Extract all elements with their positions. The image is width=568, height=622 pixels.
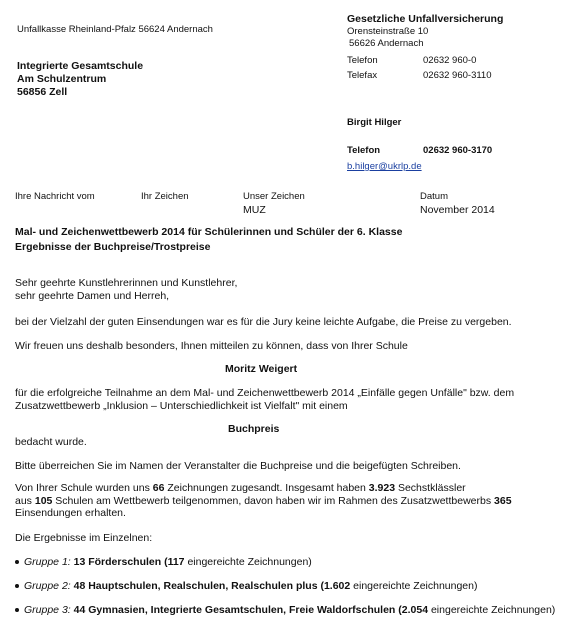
total-schools: 105 xyxy=(34,495,53,507)
paragraph-3-line-2: Zusatzwettbewerb „Inklusion – Unterschiedlichkeit ist Vielfalt" mit einem xyxy=(15,400,348,412)
org-street: Orensteinstraße 10 xyxy=(347,26,429,37)
list-item xyxy=(15,580,478,592)
prize-name: Buchpreis xyxy=(228,423,280,435)
bullet-icon xyxy=(15,560,19,564)
your-message-label: Ihre Nachricht vom xyxy=(15,191,95,202)
group-rest: eingereichte Zeichnungen) xyxy=(184,556,312,568)
paragraph-4: bedacht wurde. xyxy=(15,436,87,448)
contact-phone-label: Telefon xyxy=(347,145,381,156)
list-item xyxy=(15,556,312,568)
group-label: Gruppe 3: xyxy=(24,604,74,616)
group-name: Förderschulen ( xyxy=(85,556,168,568)
group-count: 13 xyxy=(73,556,86,568)
your-ref-label: Ihr Zeichen xyxy=(141,191,189,202)
group-drawings: 117 xyxy=(167,556,185,568)
salutation-line-1: Sehr geehrte Kunstlehrerinnen und Kunstlehrer, xyxy=(15,277,238,289)
recipient-line-2: Am Schulzentrum xyxy=(17,73,107,85)
paragraph-7-a: aus xyxy=(15,495,35,507)
org-city: 56626 Andernach xyxy=(349,38,424,49)
contact-name: Birgit Hilger xyxy=(347,117,402,128)
subject-line-1: Mal- und Zeichenwettbewerb 2014 für Schülerinnen und Schüler der 6. Klasse xyxy=(15,226,403,238)
group-drawings: 1.602 xyxy=(323,580,351,592)
date-value: November 2014 xyxy=(420,204,495,216)
org-fax-label: Telefax xyxy=(347,70,378,81)
paragraph-6 xyxy=(15,482,466,494)
group-drawings: 2.054 xyxy=(401,604,429,616)
school-drawings-count: 66 xyxy=(152,482,165,494)
paragraph-5: Bitte überreichen Sie im Namen der Veranstalter die Buchpreise und die beigefügten Schreiben. xyxy=(15,460,461,472)
bullet-icon xyxy=(15,584,19,588)
extra-contest-count: 365 xyxy=(494,495,512,507)
list-item xyxy=(15,604,555,616)
group-name: ( xyxy=(395,604,402,616)
org-phone-value: 02632 960-0 xyxy=(423,55,477,66)
our-ref-value: MUZ xyxy=(243,204,266,216)
org-fax-value: 02632 960-3110 xyxy=(423,70,492,81)
group-count: 48 Hauptschulen, Realschulen, Realschulen plus xyxy=(73,580,318,592)
salutation-line-2: sehr geehrte Damen und Herreh, xyxy=(15,290,170,302)
subject-line-2: Ergebnisse der Buchpreise/Trostpreise xyxy=(15,241,211,253)
group-label: Gruppe 1: xyxy=(24,556,74,568)
org-phone-label: Telefon xyxy=(347,55,378,66)
contact-phone-value: 02632 960-3170 xyxy=(423,145,493,156)
recipient-line-3: 56856 Zell xyxy=(17,86,68,98)
bullet-icon xyxy=(15,608,19,612)
paragraph-6-a: Von Ihrer Schule wurden uns xyxy=(15,482,153,494)
group-rest: eingereichte Zeichnungen) xyxy=(428,604,556,616)
our-ref-label: Unser Zeichen xyxy=(243,191,305,202)
paragraph-1: bei der Vielzahl der guten Einsendungen war es für die Jury keine leichte Aufgabe, die Preise zu vergeben. xyxy=(15,316,512,328)
group-label: Gruppe 2: xyxy=(24,580,74,592)
group-count: 44 Gymnasien, Integrierte Gesamtschulen, Freie Waldorfschulen xyxy=(73,604,396,616)
group-name: ( xyxy=(317,580,324,592)
recipient-line-1: Integrierte Gesamtschule xyxy=(17,60,144,72)
winner-name: Moritz Weigert xyxy=(225,363,298,375)
paragraph-3-line-1: für die erfolgreiche Teilnahme an dem Mal- und Zeichenwettbewerb 2014 „Einfälle gegen Unfälle" bzw. dem xyxy=(15,387,515,399)
paragraph-8: Einsendungen erhalten. xyxy=(15,507,126,519)
paragraph-2: Wir freuen uns deshalb besonders, Ihnen mitteilen zu können, dass von Ihrer Schule xyxy=(15,340,408,352)
paragraph-7-c: Schulen am Wettbewerb teilgenommen, davon haben wir im Rahmen des Zusatzwettbewerbs xyxy=(52,495,495,507)
paragraph-6-e: Sechstklässler xyxy=(395,482,466,494)
contact-email-link[interactable]: b.hilger@ukrlp.de xyxy=(347,161,422,172)
sender-line: Unfallkasse Rheinland-Pfalz 56624 Andernach xyxy=(17,24,213,35)
org-name: Gesetzliche Unfallversicherung xyxy=(347,13,504,25)
group-rest: eingereichte Zeichnungen) xyxy=(350,580,478,592)
paragraph-9: Die Ergebnisse im Einzelnen: xyxy=(15,532,153,544)
paragraph-7 xyxy=(15,495,512,507)
paragraph-6-c: Zeichnungen zugesandt. Insgesamt haben xyxy=(164,482,369,494)
total-participants: 3.923 xyxy=(368,482,396,494)
date-label: Datum xyxy=(420,191,448,202)
